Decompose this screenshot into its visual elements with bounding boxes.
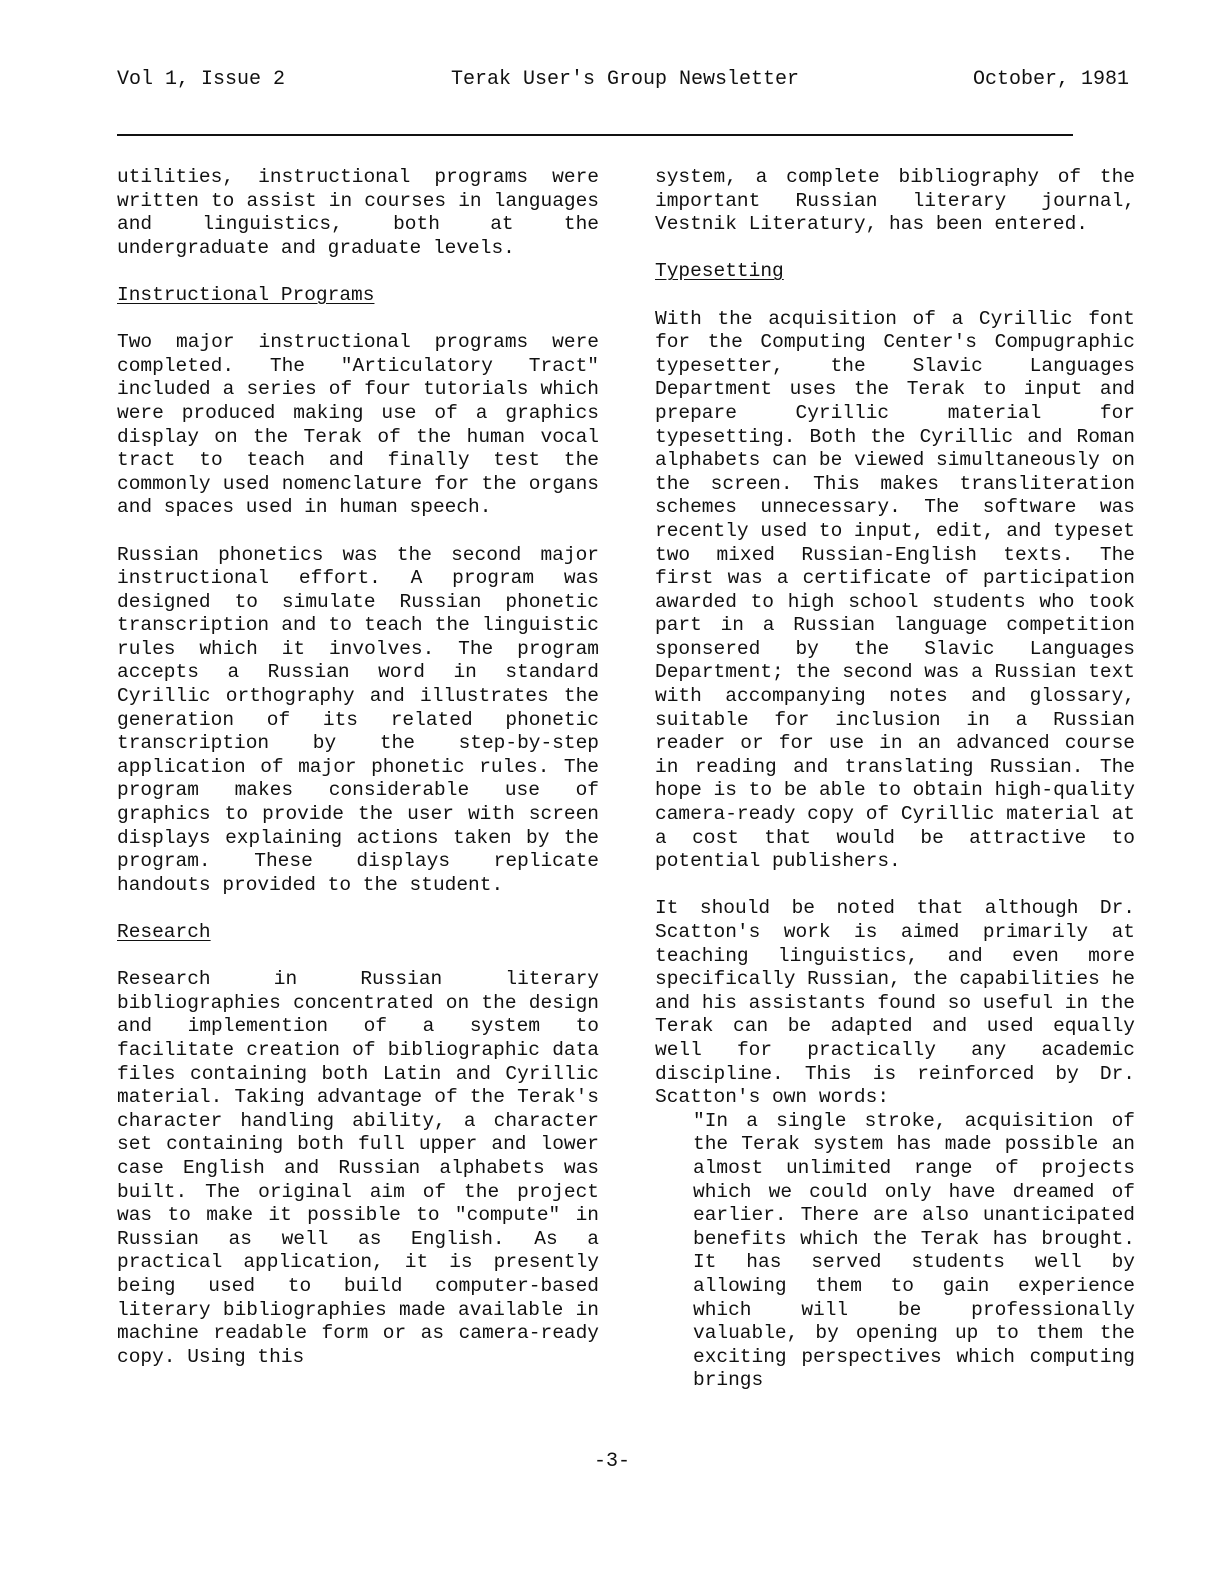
issue-date: October, 1981	[972, 68, 1129, 91]
instructional-paragraph-2: Russian phonetics was the second major instructional effort. A program was designed to simulate Russian phonetic transcription and to teach the linguistic rules which it involves. The program accepts a Russian word in standard Cyrillic orthography and illustrates the generation of its related phonetic transcription by the step-by-step application of major phonetic rules. The program makes considerable use of graphics to provide the user with screen displays explaining actions taken by the program. These displays replicate handouts provided to the student.	[117, 543, 599, 896]
page-header	[117, 68, 1129, 96]
header-rule	[117, 134, 1073, 136]
page-number: -3-	[593, 1450, 630, 1473]
noted-paragraph: It should be noted that although Dr. Scatton's work is aimed primarily at teaching linguistics, and even more specifically Russian, the capabilities he and his assistants found so useful in the Terak can be adapted and used equally well for practically any academic discipline. This is reinforced by Dr. Scatton's own words:	[655, 897, 1135, 1109]
heading-instructional-programs: Instructional Programs	[117, 283, 375, 306]
paragraph-gap	[117, 945, 599, 969]
paragraph-gap	[655, 284, 1135, 308]
left-column	[117, 166, 599, 1369]
instructional-paragraph-1: Two major instructional programs were completed. The "Articulatory Tract" included a series of four tutorials which were produced making use of a graphics display on the Terak of the human vocal tract to teach and finally test the commonly used nomenclature for the organs and spaces used in human speech.	[117, 331, 599, 519]
paragraph-gap	[117, 520, 599, 544]
issue-volume: Vol 1, Issue 2	[117, 68, 286, 91]
scatton-quote: "In a single stroke, acquisition of the Terak system has made possible an almost unlimited range of projects which we could only have dreamed of earlier. There are also unanticipated benefits which the Terak has brought. It has served students well by allowing them to gain experience which will be professionally valuable, by opening up to them the exciting perspectives which computing brings	[693, 1109, 1135, 1392]
paragraph-gap	[117, 897, 599, 921]
intro-paragraph: utilities, instructional programs were written to assist in courses in languages and linguistics, both at the undergraduate and graduate levels.	[117, 166, 599, 259]
typesetting-paragraph: With the acquisition of a Cyrillic font for the Computing Center's Compugraphic typesetter, the Slavic Languages Department uses the Terak to input and prepare Cyrillic material for typesetting. Both the Cyrillic and Roman alphabets can be viewed simultaneously on the screen. This makes transliteration schemes unnecessary. The software was recently used to input, edit, and typeset two mixed Russian-English texts. The first was a certificate of participation awarded to high school students who took part in a Russian language competition sponsered by the Slavic Languages Department; the second was a Russian text with accompanying notes and glossary, suitable for inclusion in a Russian reader or for use in an advanced course in reading and translating Russian. The hope is to be able to obtain high-quality camera-ready copy of Cyrillic material at a cost that would be attractive to potential publishers.	[655, 307, 1135, 873]
heading-typesetting: Typesetting	[655, 260, 784, 283]
paragraph-gap	[117, 260, 599, 284]
research-paragraph: Research in Russian literary bibliographies concentrated on the design and implemention of a system to facilitate creation of bibliographic data files containing both Latin and Cyrillic material. Taking advantage of the Terak's character handling ability, a character set containing both full upper and lower case English and Russian alphabets was built. The original aim of the project was to make it possible to "compute" in Russian as well as English. As a practical application, it is presently being used to build computer-based literary bibliographies made available in machine readable form or as camera-ready copy. Using this	[117, 968, 599, 1368]
paragraph-gap	[655, 874, 1135, 898]
heading-research: Research	[117, 921, 211, 943]
continued-paragraph: system, a complete bibliography of the important Russian literary journal, Vestnik Literatury, has been entered.	[655, 166, 1135, 236]
paragraph-gap	[655, 237, 1135, 261]
right-column	[655, 166, 1135, 1393]
paragraph-gap	[117, 308, 599, 332]
newsletter-title: Terak User's Group Newsletter	[451, 68, 800, 91]
